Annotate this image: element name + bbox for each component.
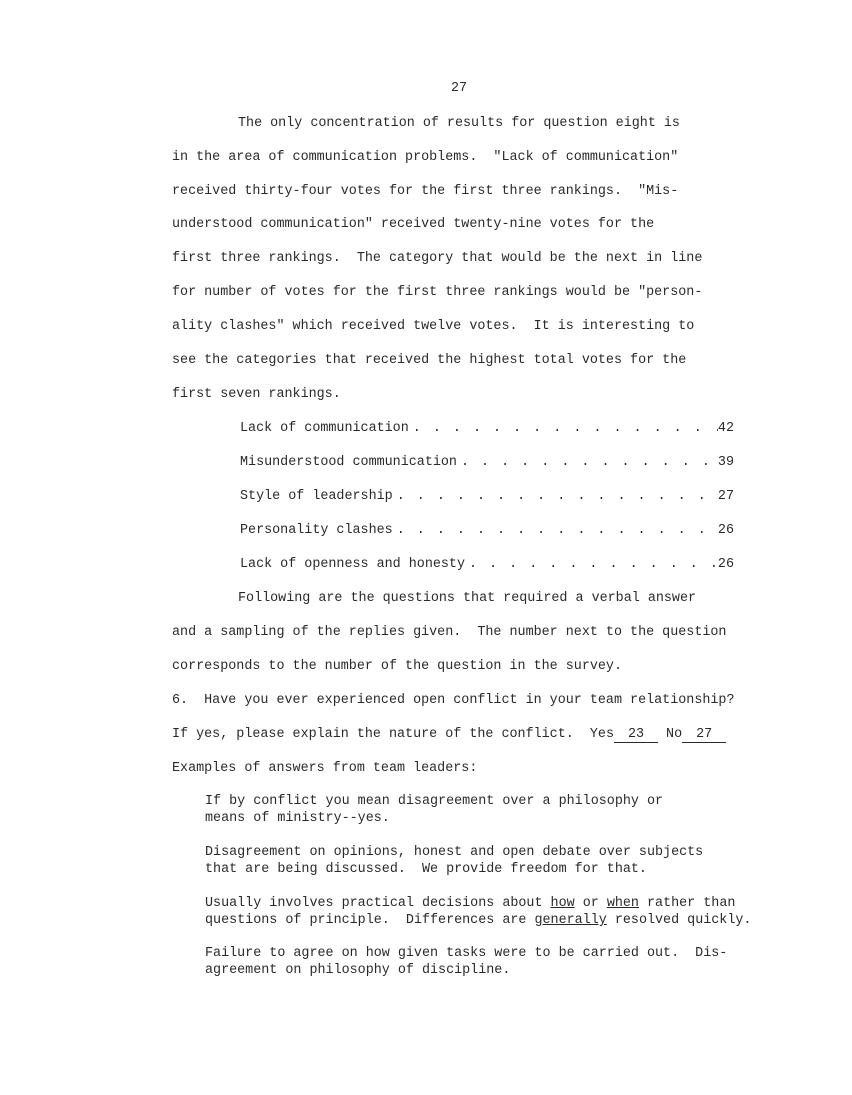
answer-line: If by conflict you mean disagreement over a philosophy or — [205, 794, 664, 809]
question-line — [172, 726, 726, 743]
question-text: If yes, please explain the nature of the conflict. — [172, 727, 574, 742]
dot-leader — [393, 488, 718, 505]
text-line: The only concentration of results for question eight is — [238, 116, 680, 131]
text-line: understood communication" received twenty-nine votes for the — [172, 217, 655, 232]
ranking-value: 26 — [717, 557, 734, 572]
text-line: see the categories that received the highest total votes for the — [172, 353, 687, 368]
text-line: and a sampling of the replies given. The number next to the question — [172, 625, 727, 640]
ranking-item — [240, 420, 734, 437]
yes-label: Yes — [589, 727, 614, 742]
ranking-label: Misunderstood communication — [240, 455, 457, 470]
dot-leader — [393, 522, 718, 539]
answer-line — [205, 912, 751, 929]
text-line: corresponds to the number of the question in the survey. — [172, 659, 622, 674]
ranking-label: Lack of communication — [240, 421, 409, 436]
dot-leader — [465, 556, 718, 573]
text-line: for number of votes for the first three rankings would be "person- — [172, 285, 703, 300]
text-line: in the area of communication problems. "Lack of communication" — [172, 150, 679, 165]
text-line: received thirty-four votes for the first three rankings. "Mis- — [172, 184, 679, 199]
answer-line: Failure to agree on how given tasks were to be carried out. Dis- — [205, 946, 728, 961]
answer-text: rather than — [638, 896, 736, 911]
ranking-value: 42 — [717, 421, 734, 436]
examples-heading: Examples of answers from team leaders: — [172, 761, 478, 776]
ranking-value: 27 — [717, 489, 734, 504]
text-line: ality clashes" which received twelve votes. It is interesting to — [172, 319, 695, 334]
answer-text: questions of principle. Differences are — [205, 913, 535, 928]
ranking-item — [240, 556, 734, 573]
no-count: 27 — [682, 728, 726, 743]
answer-line: Disagreement on opinions, honest and open debate over subjects — [205, 845, 704, 860]
text-line: Following are the questions that required a verbal answer — [238, 591, 697, 606]
yes-count: 23 — [614, 728, 658, 743]
ranking-item — [240, 454, 734, 471]
question-line: 6. Have you ever experienced open conflict in your team relationship? — [172, 693, 735, 708]
no-label: No — [666, 727, 683, 742]
ranking-label: Lack of openness and honesty — [240, 557, 465, 572]
text-line: first seven rankings. — [172, 387, 341, 402]
answer-line: that are being discussed. We provide freedom for that. — [205, 862, 647, 877]
text-line: first three rankings. The category that would be the next in line — [172, 251, 703, 266]
ranking-item — [240, 522, 734, 539]
answer-line: agreement on philosophy of discipline. — [205, 963, 511, 978]
ranking-item — [240, 488, 734, 505]
ranking-label: Personality clashes — [240, 523, 393, 538]
ranking-label: Style of leadership — [240, 489, 393, 504]
ranking-value: 26 — [717, 523, 734, 538]
dot-leader — [457, 454, 718, 471]
page-number: 27 — [451, 81, 468, 96]
emphasis-when: when — [606, 896, 639, 911]
dot-leader — [409, 420, 718, 437]
answer-text: Usually involves practical decisions about — [205, 896, 551, 911]
answer-line: means of ministry--yes. — [205, 811, 390, 826]
ranking-value: 39 — [717, 455, 734, 470]
emphasis-how: how — [550, 896, 575, 911]
emphasis-generally: generally — [534, 913, 607, 928]
answer-text: resolved quickly. — [606, 913, 752, 928]
answer-line — [205, 895, 735, 912]
answer-text: or — [574, 896, 607, 911]
